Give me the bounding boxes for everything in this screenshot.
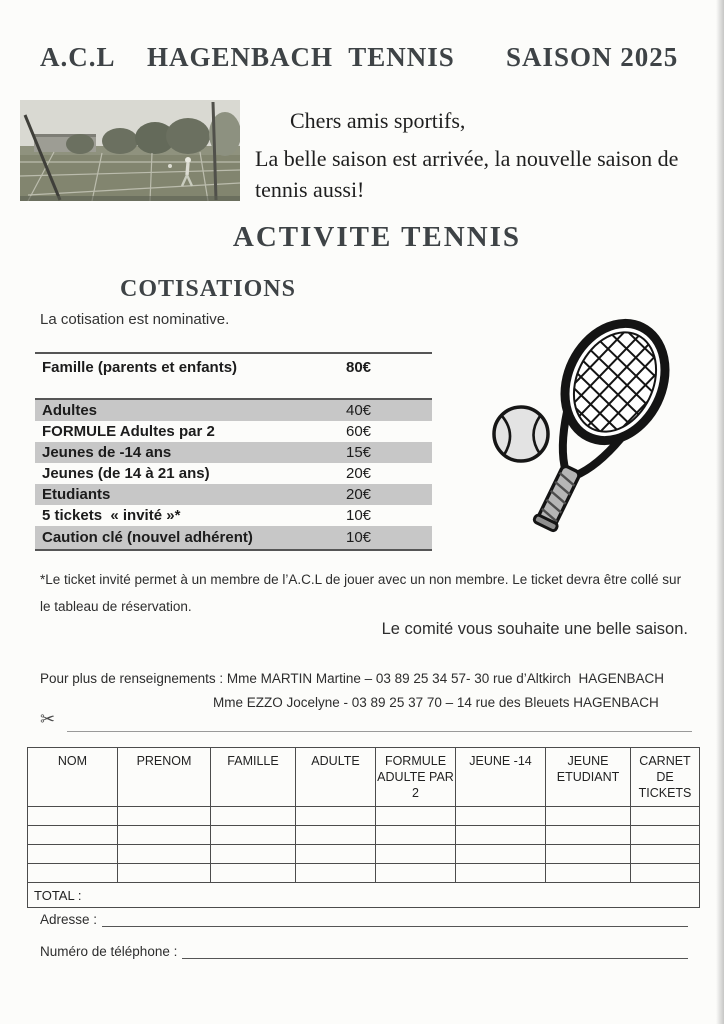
form-cell	[456, 864, 546, 883]
form-cell	[296, 864, 376, 883]
phone-blank-line	[182, 942, 688, 959]
form-cell	[28, 807, 118, 826]
form-cell	[28, 864, 118, 883]
tennis-racket-ball-clipart	[473, 316, 707, 555]
season-title: SAISON 2025	[506, 42, 679, 72]
price-row-value: 20€	[346, 486, 372, 503]
scissors-icon: ✂	[40, 709, 56, 729]
form-cell	[211, 864, 296, 883]
form-cell	[631, 845, 700, 864]
registration-table	[27, 747, 700, 908]
price-row-value: 40€	[346, 402, 372, 419]
form-column-header: JEUNE ETUDIANT	[546, 748, 631, 807]
form-cell	[118, 845, 211, 864]
form-column-header: ADULTE	[296, 748, 376, 807]
form-column-header: CARNET DE TICKETS	[631, 748, 700, 807]
price-row-label: Famille (parents et enfants)	[42, 359, 238, 376]
form-cell	[376, 826, 456, 845]
price-table-row	[35, 463, 432, 484]
form-column-header: FAMILLE	[211, 748, 296, 807]
form-cell	[631, 864, 700, 883]
form-cell	[211, 826, 296, 845]
price-table-gap	[35, 381, 432, 400]
intro-message: La belle saison est arrivée, la nouvelle saison de tennis aussi!	[255, 146, 679, 202]
form-cell	[118, 826, 211, 845]
committee-message: Le comité vous souhaite une belle saison.	[381, 620, 688, 638]
phone-label: Numéro de téléphone :	[40, 944, 178, 959]
contact-line-2: Mme EZZO Jocelyne - 03 89 25 37 70 – 14 rue des Bleuets HAGENBACH	[213, 695, 659, 710]
form-cell	[211, 807, 296, 826]
form-cell	[376, 807, 456, 826]
form-cell	[546, 845, 631, 864]
price-table-row	[35, 354, 432, 381]
phone-field	[40, 942, 688, 959]
address-blank-line	[102, 910, 688, 927]
form-cell	[296, 845, 376, 864]
price-row-value: 15€	[346, 444, 372, 461]
price-row-label: Etudiants	[42, 486, 111, 503]
form-empty-row	[28, 807, 700, 826]
price-row-value: 10€	[346, 529, 372, 546]
form-cell	[28, 826, 118, 845]
club-title: A.C.L HAGENBACH TENNIS	[40, 42, 455, 72]
form-empty-row	[28, 845, 700, 864]
price-row-label: Adultes	[42, 402, 98, 419]
tennis-court-photo	[20, 100, 240, 201]
form-cell	[376, 864, 456, 883]
price-row-label: Jeunes (de 14 à 21 ans)	[42, 465, 210, 482]
form-cell	[456, 826, 546, 845]
activity-heading: ACTIVITE TENNIS	[232, 221, 522, 253]
scan-edge-shadow	[716, 0, 724, 1024]
price-table-row	[35, 484, 432, 505]
form-column-header: JEUNE -14	[456, 748, 546, 807]
form-cell	[28, 845, 118, 864]
form-cell	[631, 807, 700, 826]
price-row-label: 5 tickets « invité »*	[42, 507, 181, 524]
form-total-row	[28, 883, 700, 908]
price-row-label: Jeunes de -14 ans	[42, 444, 172, 461]
price-table-row	[35, 526, 432, 549]
form-cell	[211, 845, 296, 864]
form-cell	[118, 864, 211, 883]
form-cell	[456, 807, 546, 826]
form-empty-row	[28, 826, 700, 845]
address-field	[40, 910, 688, 927]
form-cell	[631, 826, 700, 845]
form-cell	[546, 807, 631, 826]
form-empty-row	[28, 864, 700, 883]
cut-line	[67, 731, 692, 732]
form-column-header: FORMULE ADULTE PAR 2	[376, 748, 456, 807]
cotisation-note: La cotisation est nominative.	[40, 311, 230, 328]
form-cell	[296, 826, 376, 845]
price-row-value: 20€	[346, 465, 372, 482]
contact-line-1: Pour plus de renseignements : Mme MARTIN Martine – 03 89 25 34 57- 30 rue d’Altkirch HAGENBACH	[40, 671, 665, 686]
price-row-value: 60€	[346, 423, 372, 440]
total-label: TOTAL :	[28, 883, 700, 908]
form-cell	[376, 845, 456, 864]
form-column-header: PRENOM	[118, 748, 211, 807]
form-cell	[546, 826, 631, 845]
price-row-value: 80€	[346, 359, 372, 376]
price-row-value: 10€	[346, 507, 372, 524]
form-cell	[546, 864, 631, 883]
price-table-row	[35, 421, 432, 442]
form-column-header: NOM	[28, 748, 118, 807]
price-table-row	[35, 400, 432, 421]
greeting-text: Chers amis sportifs,	[290, 108, 466, 133]
cotisations-heading: COTISATIONS	[120, 276, 296, 302]
form-header-row	[28, 748, 700, 807]
ticket-footnote: *Le ticket invité permet à un membre de l’A.C.L de jouer avec un non membre. Le ticket devra être collé sur le tableau de réservation.	[40, 572, 682, 614]
form-cell	[456, 845, 546, 864]
price-table-row	[35, 442, 432, 463]
form-cell	[296, 807, 376, 826]
price-table-row	[35, 505, 432, 526]
address-label: Adresse :	[40, 912, 98, 927]
form-cell	[118, 807, 211, 826]
price-table	[35, 352, 432, 551]
price-row-label: FORMULE Adultes par 2	[42, 423, 215, 440]
price-row-label: Caution clé (nouvel adhérent)	[42, 529, 253, 546]
